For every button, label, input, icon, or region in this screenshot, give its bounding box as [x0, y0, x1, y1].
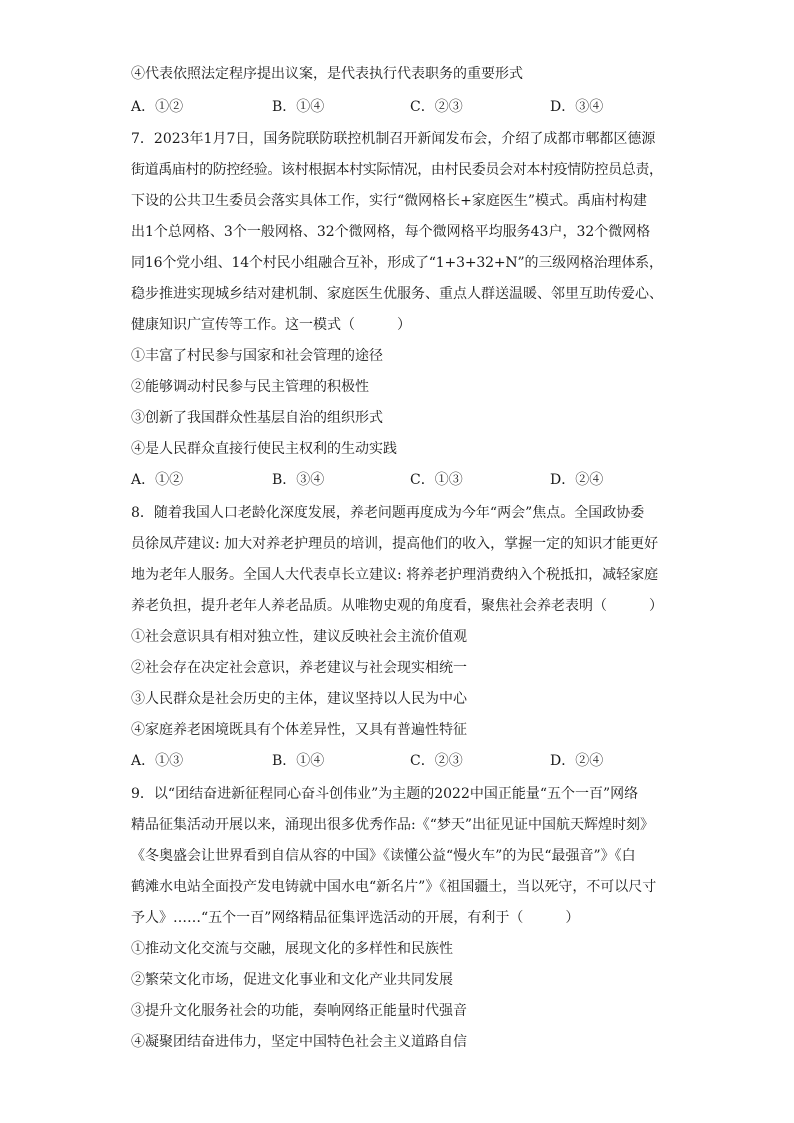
q8-stem-line: 员徐凤芹建议: 加大对养老护理员的培训，提高他们的收入，掌握一定的知识才能更好: [131, 536, 659, 552]
q7-stem-line: 出1个总网格、3个一般网格、32个微网格，每个微网格平均服务43户，32个微网格: [131, 224, 651, 240]
q7-stem-line: 稳步推进实现城乡结对建机制、家庭医生优服务、重点人群送温暖、邻里互助传爱心、: [131, 286, 663, 302]
q9-stem-line: 鹤滩水电站全面投产发电铸就中国水电“新名片”》《祖国疆土，当以死守，不可以尺寸: [131, 879, 657, 895]
q9-stem-line: 9．以“团结奋进新征程同心奋斗创伟业”为主题的2022中国正能量“五个一百”网络: [131, 786, 639, 802]
q7-item-3: ③创新了我国群众性基层自治的组织形式: [131, 410, 383, 426]
q8-item-3: ③人民群众是社会历史的主体，建议坚持以人民为中心: [131, 691, 467, 707]
q6-item-4: ④代表依照法定程序提出议案，是代表执行代表职务的重要形式: [131, 66, 523, 82]
q9-item-3: ③提升文化服务社会的功能，奏响网络正能量时代强音: [131, 1003, 467, 1019]
q7-stem-line: 下设的公共卫生委员会落实具体工作，实行“微网格长+家庭医生”模式。禹庙村构建: [131, 193, 648, 209]
q6-option-d[interactable]: D．③④: [550, 99, 604, 115]
q7-stem-line: 7．2023年1月7日，国务院联防联控机制召开新闻发布会，介绍了成都市郫都区德源: [131, 131, 656, 147]
q7-item-2: ②能够调动村民参与民主管理的积极性: [131, 379, 369, 395]
q8-stem-line: 8．随着我国人口老龄化深度发展，养老问题再度成为今年“两会”焦点。全国政协委: [131, 505, 645, 521]
q7-item-1: ①丰富了村民参与国家和社会管理的途径: [131, 348, 383, 364]
q7-option-c[interactable]: C．①③: [410, 472, 463, 488]
q8-item-2: ②社会存在决定社会意识，养老建议与社会现实相统一: [131, 660, 467, 676]
q9-item-2: ②繁荣文化市场，促进文化事业和文化产业共同发展: [131, 972, 453, 988]
q7-stem-line: 街道禹庙村的防控经验。该村根据本村实际情况，由村民委员会对本村疫情防控员总责，: [131, 162, 663, 178]
q7-option-d[interactable]: D．②④: [550, 472, 604, 488]
q8-stem-line: 地为老年人服务。全国人大代表卓长立建议: 将养老护理消费纳入个税抵扣，减轻家庭: [131, 567, 659, 583]
q6-option-b[interactable]: B．①④: [272, 99, 325, 115]
q6-option-c[interactable]: C．②③: [410, 99, 463, 115]
q8-option-a[interactable]: A．①③: [131, 753, 184, 769]
q8-option-b[interactable]: B．①④: [272, 753, 325, 769]
q8-option-c[interactable]: C．②③: [410, 753, 463, 769]
q9-item-1: ①推动文化交流与交融，展现文化的多样性和民族性: [131, 941, 453, 957]
q8-item-4: ④家庭养老困境既具有个体差异性，又具有普遍性特征: [131, 722, 467, 738]
q7-item-4: ④是人民群众直接行使民主权利的生动实践: [131, 441, 397, 457]
q7-stem-line: 同16个党小组、14个村民小组融合互补，形成了“1+3+32+N”的三级网格治理体系，: [131, 255, 663, 271]
q7-option-b[interactable]: B．③④: [272, 472, 325, 488]
q8-option-d[interactable]: D．②④: [550, 753, 604, 769]
q9-stem-line: 《冬奥盛会让世界看到自信从容的中国》《读懂公益“慢火车”的为民“最强音”》《白: [131, 848, 636, 864]
q9-stem-line: 予人》……“五个一百”网络精品征集评选活动的开展，有利于（ ）: [131, 910, 580, 926]
q9-item-4: ④凝聚团结奋进伟力，坚定中国特色社会主义道路自信: [131, 1034, 467, 1050]
q7-option-a[interactable]: A．①②: [131, 472, 184, 488]
q9-stem-line: 精品征集活动开展以来，涌现出很多优秀作品:《“梦天”出征见证中国航天辉煌时刻》: [131, 817, 655, 833]
q8-item-1: ①社会意识具有相对独立性，建议反映社会主流价值观: [131, 629, 467, 645]
q6-option-a[interactable]: A．①②: [131, 99, 184, 115]
q7-stem-line: 健康知识广宣传等工作。这一模式（ ）: [131, 317, 411, 333]
q8-stem-line: 养老负担，提升老年人养老品质。从唯物史观的角度看，聚焦社会养老表明（ ）: [131, 598, 663, 614]
